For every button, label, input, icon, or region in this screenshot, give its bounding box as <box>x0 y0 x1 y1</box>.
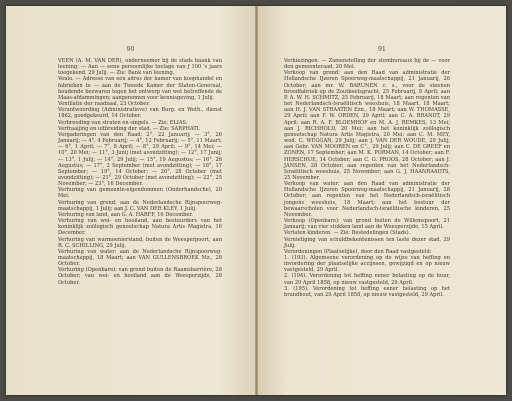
index-entry: Venlo. — Adresse van een adres der kamer van koophandel en fabrieken te — aan de Tweede Kamer der Staten-Generaal, houdende bezwaren tegen het ontwerp van wet betreffende de Maas-afdammingen; aangenomen voor kennisgeving, 1 Julij. <box>58 76 222 101</box>
index-entry: Verantwoording (Administratieve) van Burg. en Weth., dienst 1862, goedgekeurd, 14 October. <box>58 107 222 120</box>
index-entry: 2. (194). Verordening tot heffing eener belasting op de huur, van 29 April 1858, op nieuw vastgesteld, 29 April. <box>284 273 450 286</box>
index-entry: Verhuring (Openbare): van grond buiten de Raamsbarrière, 28 October; van wei- en hooiland aan de Weesperzijde, 28 October. <box>58 267 222 286</box>
index-text-column <box>284 58 450 298</box>
index-entry: Verordeningen (Plaatselijke), door den Raad vastgesteld: <box>284 248 432 255</box>
index-entry: Verhuring van water: aan de Nederlandsche Rijnspoorweg-maatschappij, 18 Maart; aan VAN GULLENSBROEK Mz., 28 October. <box>58 248 222 268</box>
left-page <box>6 6 255 395</box>
index-entry: Verkiezingen. — Zamenstelling der stembureaux bij de — voor den gemeenteraad, 20 Mei. <box>284 58 450 71</box>
index-entry: VEEN (A. M. VAN DER), onderneemer bij de stads baank van leening: — Aan — eene persoonlijke toelage van ƒ 100 's jaars toegekend, 29 Julij. — Zie: Bank van leening. <box>58 58 222 77</box>
index-entry: Verhuring van gemeente-eigendommen (Onderhandsche), 20 Mei. <box>58 187 222 200</box>
index-entry: Verkoop van water: aan den Raad van administratie der Hollandsche IJzeren Spoorweg-maatschappij, 21 Januarij, 28 October; aan regenten van het Nederlandsch-israëlitisch jongens weeshuis, 18 Maart; aan het bestuur der bewaarscholen voor Nederlandsch-israëlitische kinderen, 25 November. <box>284 181 450 218</box>
index-entry: Verhuring van warmoeniersland, buiten de Weesperpoort, aan R. C. SCHILLING, 29 Julij. <box>58 236 222 249</box>
index-entry: Verkoop (Openbare): van grond buiten de Willemspoort, 21 Januarij; van vier stukken land aan de Weesperzijde, 15 April. <box>284 218 450 231</box>
index-entry: Vergaderingen van den Raad: 2°, 22 Januarij; — 3°, 26 Januarij; — 4°, 4 Februarij; — 4°, 12 Februarij; — 5°, 11 Maart; — 6°, 1 April; — 7°, 8 April; — 8°, 29 April; — 9°, 14 Mei; — 10°, 20 Mei; — 11°, 3 Junij (met avondzitting); — 12°, 17 Junij; — 13°, 1 Julij; — 14°, 29 Julij; — 15°, 19 Augustus; — 16°, 26 Augustus; — 17°, 2 September (met avondzitting); — 18°, 17 September; — 19°, 14 October; — 20°, 28 October (met avondzitting); — 21°, 29 October (met avondzitting); — 22°, 25 November; — 23°, 16 December. <box>58 131 222 188</box>
index-text-column <box>58 58 222 286</box>
index-entry: Verfraaijing en uitbreiding der stad. — Zie: SARPHATI. <box>58 125 201 132</box>
index-entry: 3. (195). Verordening tot heffing eener belasting op het brandhout, van 29 April 1858, op nieuw vastgesteld, 29 April. <box>284 285 450 298</box>
page-number: 91 <box>378 46 386 53</box>
index-entry: Ventilatie der raadzaal, 23 October. <box>58 101 150 108</box>
index-entry: 1. (193). Algemeene verordening op de wijze van heffing en invordering der plaatselijke accijnsen, gewijzigd en op nieuw vastgesteld, 29 April. <box>284 255 450 274</box>
index-entry: Verhuring van wei- en hooiland, aan bestuurders van het koninklijk zoölogisch genootschap Natura Artis Magistra, 16 December. <box>58 218 222 237</box>
open-book <box>6 6 506 395</box>
index-entry: Verhuring van grond: aan de Nederlandsche Rijnspoorweg-maatschappij, 1 Julij; aan J. C. VAN DER KLEY, 1 Julij. <box>58 199 222 212</box>
right-page <box>258 6 506 395</box>
page-number: 90 <box>126 46 135 53</box>
index-entry: Verlaten kinderen. — Zie: Bestedelingen (Stads). <box>284 230 411 237</box>
index-entry: Vernietiging van schuldbekentenissen ten laste dezer stad, 29 Julij. <box>284 236 450 249</box>
index-entry: Verbreeding van straten en singels. — Zie: ELIAS. <box>58 119 188 126</box>
index-entry: Verkoop van grond: aan den Raad van administratie der Hollandsche IJzeren Spoorweg-maatschappij, 21 Januarij, 26 October; aan mr. W. BARUNEN c. s., voor de steenen broodfabriek op de Zoutkeetsgracht, 25 Februarij, 8 April; aan P. A. W. H. SCHMITZ, 25 Februarij, 18 Maart; aan regenten van het Nederlandsch-Israëlitisch weeshuis, 18 Maart, 18 Maart; aan H. J. VAN STRAATEN Ezn., 18 Maart; aan W. THOMASSE, 29 April; aan F. W. ORDEN, 29 April; aan C. A. BRANDT, 29 April; aan R. A. F. BLOEMHOF en M. A. J. REMKES, 13 Mei; aan J. RICHHOLD, 20 Mei; aan het koninklijk zoölogisch genootschap Natura Artis Magistra, 20 Mei; aan C. M. MEY, wed. C. WEGGAN, 29 Julij; aan J. VAN DER WOUDE, 29 Julij; aan Gebr. VAN MOOREN en C°., 29 Julij; aan C. DE GREEF en ZONEN, 17 September; aan M. K. PORMAN, 14 October; aan F. HERSCHUE, 14 October; aan C. G. PROOS, 28 October; aan J. JANSEN, 28 October; aan regenten van het Nederlandsch-Israëlitisch weeshuis, 25 November; aan G. J. HAANRAADTS, 25 November. <box>284 70 450 181</box>
index-entry: Verhuring van land, aan G. A. HARFF, 16 December. <box>58 211 193 218</box>
